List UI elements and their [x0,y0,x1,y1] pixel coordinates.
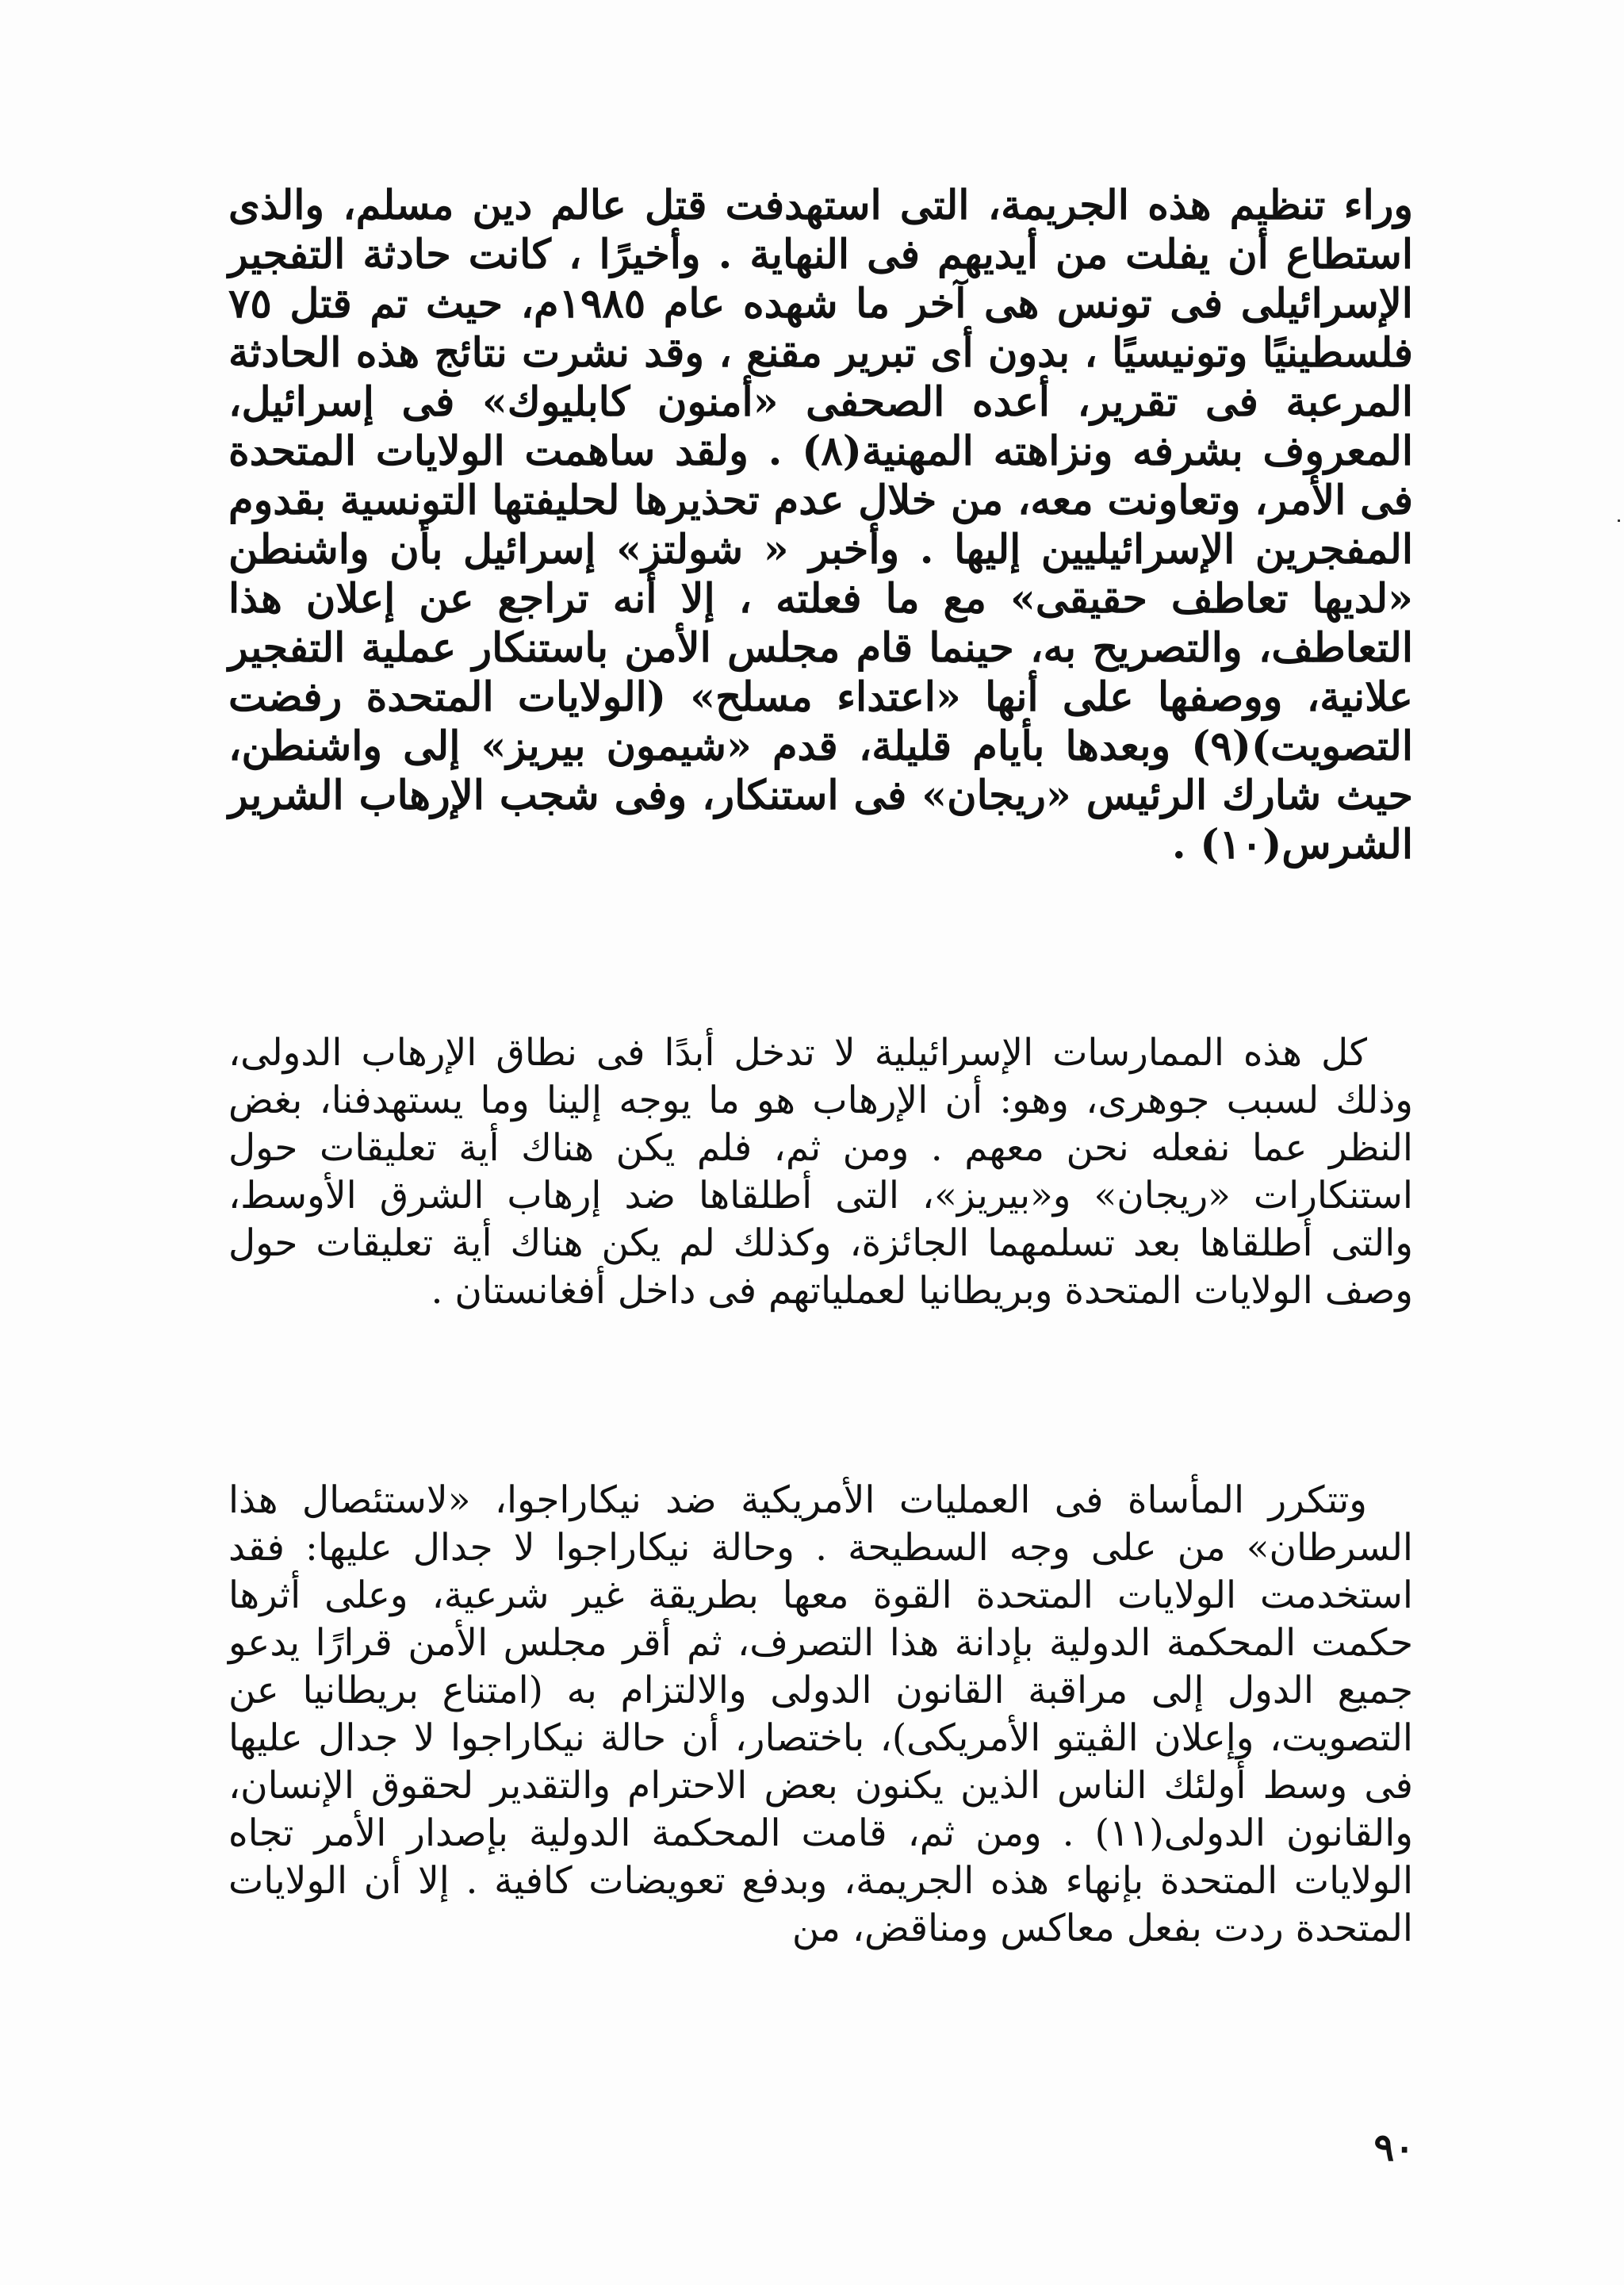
page-number: ٩٠ [1373,2126,1415,2170]
margin-speck [1618,519,1620,522]
body-paragraph-1: كل هذه الممارسات الإسرائيلية لا تدخل أبدًا فى نطاق الإرهاب الدولى، وذلك لسبب جوهرى، وهو: أن الإرهاب هو ما يوجه إلينا وما يستهدفنا، بغض النظر عما نفعله نحن معهم . ومن ثم، فلم يكن هناك أية تعليقات حول استنكارات «ريجان» و«بيريز»، التى أطلقاها ضد إرهاب الشرق الأوسط، والتى أطلقاها بعد تسلمهما الجائزة، وكذلك لم يكن هناك أية تعليقات حول وصف الولايات المتحدة وبريطانيا لعملياتهم فى داخل أفغانستان . [228,1031,1413,1313]
bold-paragraph: وراء تنظيم هذه الجريمة، التى استهدفت قتل عالم دين مسلم، والذى استطاع أن يفلت من أيديهم فى النهاية . وأخيرًا ، كانت حادثة التفجير الإسرائيلى فى تونس هى آخر ما شهده عام ١٩٨٥م، حيث تم قتل ٧٥ فلسطينيًا وتونيسيًا ، بدون أى تبرير مقنع ، وقد نشرت نتائج هذه الحادثة المرعبة فى تقرير، أعده الصحفى «أمنون كابليوك» فى إسرائيل، المعروف بشرفه ونزاهته المهنية(٨) . ولقد ساهمت الولايات المتحدة فى الأمر، وتعاونت معه، من خلال عدم تحذيرها لحليفتها التونسية بقدوم المفجرين الإسرائيليين إليها . وأخبر « شولتز» إسرائيل بأن واشنطن «لديها تعاطف حقيقى» مع ما فعلته ، إلا أنه تراجع عن إعلان هذا التعاطف، والتصريح به، حينما قام مجلس الأمن باستنكار عملية التفجير علانية، ووصفها على أنها «اعتداء مسلح» (الولايات المتحدة رفضت التصويت)(٩) وبعدها بأيام قليلة، قدم «شيمون بيريز» إلى واشنطن، حيث شارك الرئيس «ريجان» فى استنكار، وفى شجب الإرهاب الشرير الشرس(١٠) . [228,182,1413,868]
body-paragraph-2: وتتكرر المأساة فى العمليات الأمريكية ضد نيكاراجوا، «لاستئصال هذا السرطان» من على وجه السطيحة . وحالة نيكاراجوا لا جدال عليها: فقد استخدمت الولايات المتحدة القوة معها بطريقة غير شرعية، وعلى أثرها حكمت المحكمة الدولية بإدانة هذا التصرف، ثم أقر مجلس الأمن قرارًا يدعو جميع الدول إلى مراقبة القانون الدولى والالتزام به (امتناع بريطانيا عن التصويت، وإعلان الڤيتو الأمريكى)، باختصار، أن حالة نيكاراجوا لا جدال عليها فى وسط أولئك الناس الذين يكنون بعض الاحترام والتقدير لحقوق الإنسان، والقانون الدولى(١١) . ومن ثم، قامت المحكمة الدولية بإصدار الأمر تجاه الولايات المتحدة بإنهاء هذه الجريمة، وبدفع تعويضات كافية . إلا أن الولايات المتحدة ردت بفعل معاكس ومناقض، من [228,1478,1413,1950]
